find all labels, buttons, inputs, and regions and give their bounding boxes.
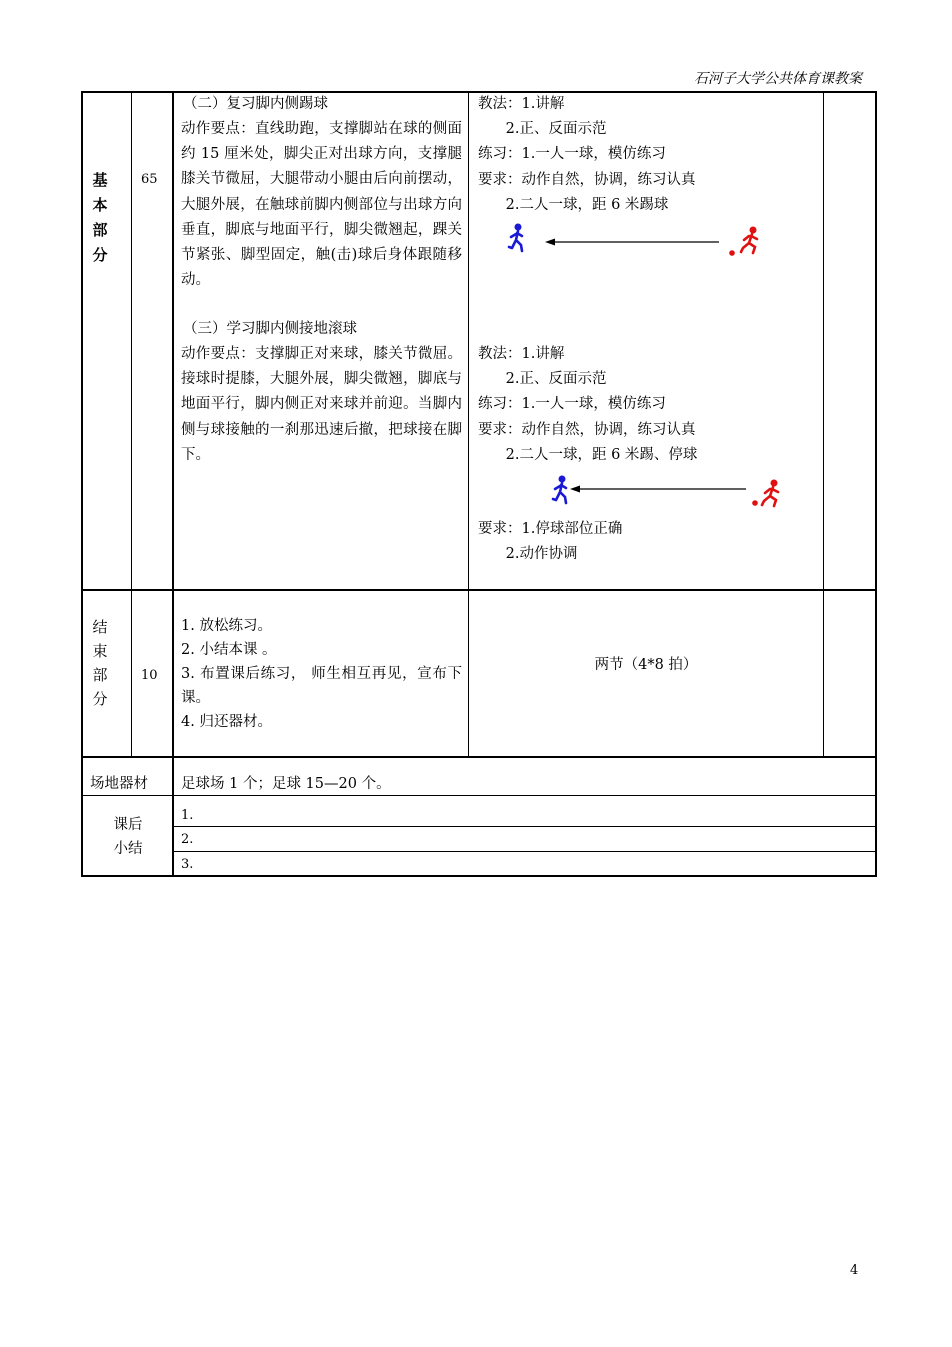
method-line: 2.正、反面示范 xyxy=(478,121,607,138)
summary-row-3: 3. xyxy=(181,857,194,872)
summary-label-line: 小结 xyxy=(113,841,143,857)
list-item: 3. 布置课后练习， 师生相互再见，宣布下课。 xyxy=(181,666,462,706)
label-char: 部 xyxy=(92,221,108,239)
method-block-2 xyxy=(478,342,697,468)
basic-section-label xyxy=(90,168,110,268)
end-section-items xyxy=(181,614,462,734)
end-section-label xyxy=(90,615,110,711)
content-body-1: 动作要点：直线助跑，支撑脚站在球的侧面约 15 厘米处，脚尖正对出球方向，支撑腿膝关节微屈，大腿带动小腿由后向前摆动，大腿外展，在触球前脚内侧部位与出球方向垂直，脚底与地面平行，脚尖微翘起，踝关节紧张、脚型固定，触(击)球后身体跟随移动。 xyxy=(181,121,462,289)
red-kicker-icon xyxy=(729,227,757,256)
end-section-method: 两节（4*8 拍） xyxy=(594,657,698,673)
summary-label xyxy=(100,813,156,861)
label-char: 部 xyxy=(92,666,108,684)
method-block-3 xyxy=(478,517,622,567)
basic-section-minutes: 65 xyxy=(141,172,158,187)
blue-runner-icon xyxy=(553,476,566,504)
method-line: 2.二人一球，距 6 米踢球 xyxy=(478,196,669,213)
arrow-left-icon xyxy=(545,239,719,246)
label-char: 结 xyxy=(92,618,108,636)
content-heading-2: （三）学习脚内侧接地滚球 xyxy=(183,321,357,337)
method-line: 要求：1.停球部位正确 xyxy=(478,521,623,537)
passing-diagram-1 xyxy=(505,222,765,262)
content-heading-1: （二）复习脚内侧踢球 xyxy=(183,96,328,112)
method-block-1 xyxy=(478,92,696,218)
method-line: 练习：1.一人一球，模仿练习 xyxy=(478,146,666,163)
end-section-minutes: 10 xyxy=(141,668,158,683)
method-line: 教法：1.讲解 xyxy=(478,96,565,112)
label-char: 本 xyxy=(92,196,108,214)
method-line: 2.二人一球，距 6 米踢、停球 xyxy=(478,446,698,463)
method-line: 2.动作协调 xyxy=(478,546,578,563)
method-line: 要求：动作自然，协调，练习认真 xyxy=(478,171,696,188)
summary-row-1: 1. xyxy=(181,808,194,823)
summary-row-2: 2. xyxy=(181,832,194,847)
list-item: 2. 小结本课 。 xyxy=(181,642,277,658)
document-header: 石河子大学公共体育课教案 xyxy=(694,71,862,87)
equipment-label: 场地器材 xyxy=(90,776,148,792)
page-number: 4 xyxy=(850,1263,859,1278)
arrow-left-icon xyxy=(570,486,746,493)
method-line: 教法：1.讲解 xyxy=(478,346,565,362)
list-item: 1. 放松练习。 xyxy=(181,618,272,634)
equipment-value: 足球场 1 个；足球 15—20 个。 xyxy=(181,776,391,792)
label-char: 分 xyxy=(92,690,108,708)
label-char: 基 xyxy=(92,171,108,189)
label-char: 束 xyxy=(92,642,108,660)
method-line: 练习：1.一人一球，模仿练习 xyxy=(478,396,666,413)
passing-diagram-2 xyxy=(550,474,790,514)
blue-runner-icon xyxy=(509,224,522,252)
content-body-2: 动作要点：支撑脚正对来球，膝关节微屈。接球时提膝，大腿外展，脚尖微翘，脚底与地面平行，脚内侧正对来球并前迎。当脚内侧与球接触的一刹那迅速后撤，把球接在脚下。 xyxy=(181,346,462,463)
method-line: 2.正、反面示范 xyxy=(478,371,607,388)
label-char: 分 xyxy=(92,246,108,264)
red-kicker-icon xyxy=(752,480,778,507)
list-item: 4. 归还器材。 xyxy=(181,714,272,730)
method-line: 要求：动作自然，协调，练习认真 xyxy=(478,421,696,438)
summary-label-line: 课后 xyxy=(113,817,143,833)
